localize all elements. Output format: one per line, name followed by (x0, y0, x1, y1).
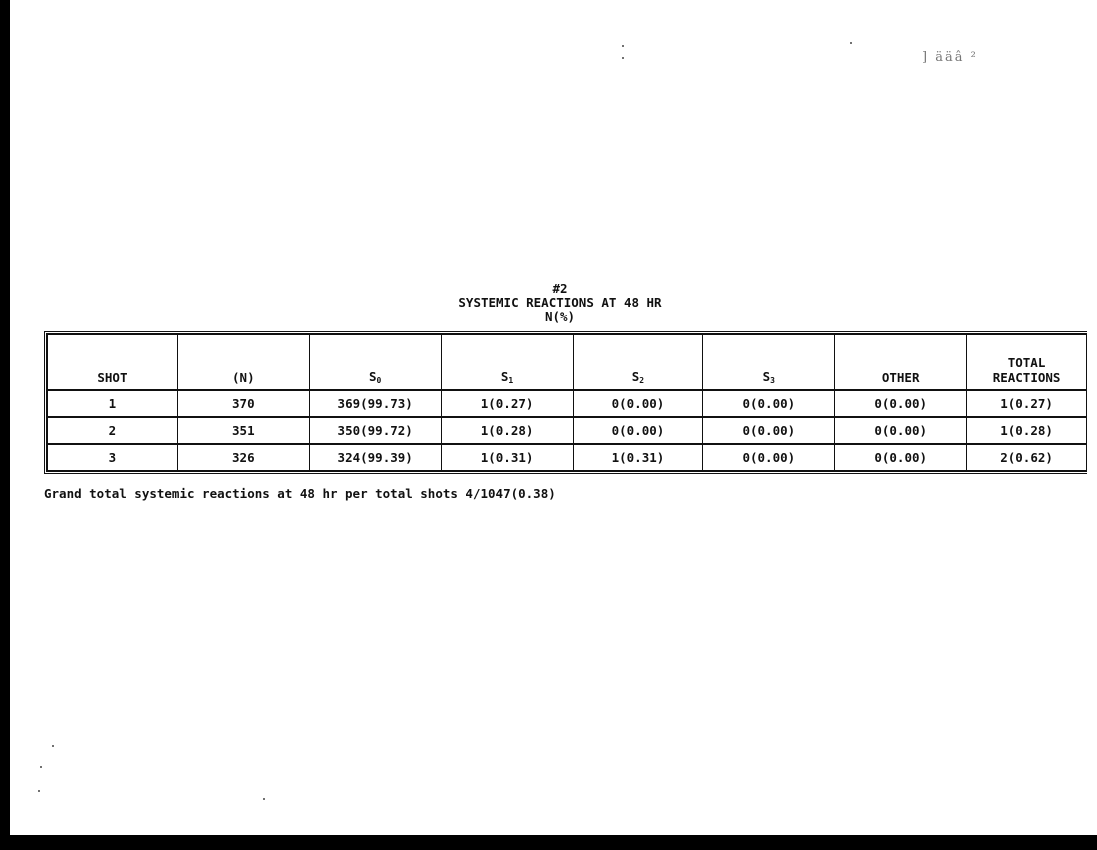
table-number: #2 (552, 281, 568, 296)
cell-s1: 1(0.31) (441, 444, 573, 471)
cell-other: 0(0.00) (835, 417, 967, 444)
handwritten-corner-note: ] ääâ ² (922, 50, 978, 65)
cell-n: 351 (177, 417, 309, 444)
scan-border-left (0, 0, 10, 850)
cell-s1: 1(0.27) (441, 390, 573, 417)
cell-s0: 350(99.72) (309, 417, 441, 444)
header-s3: $S_3$ (703, 335, 835, 391)
scan-speck (622, 45, 624, 47)
header-total-reactions: TOTAL REACTIONS (967, 335, 1087, 391)
header-s1: $S_1$ (441, 335, 573, 391)
cell-shot: 1 (48, 390, 178, 417)
scan-speck (850, 42, 852, 44)
cell-s3: 0(0.00) (703, 417, 835, 444)
table-title-block (380, 282, 740, 324)
cell-other: 0(0.00) (835, 444, 967, 471)
table-row (48, 444, 1087, 471)
cell-s3: 0(0.00) (703, 444, 835, 471)
cell-n: 326 (177, 444, 309, 471)
cell-n: 370 (177, 390, 309, 417)
grand-total-note: Grand total systemic reactions at 48 hr per total shots 4/1047(0.38) (44, 486, 556, 501)
cell-s1: 1(0.28) (441, 417, 573, 444)
cell-s0: 324(99.39) (309, 444, 441, 471)
scan-border-bottom (0, 835, 1097, 850)
cell-s2: 0(0.00) (573, 417, 703, 444)
cell-s2: 1(0.31) (573, 444, 703, 471)
table-row (48, 390, 1087, 417)
header-other: OTHER (835, 335, 967, 391)
cell-total: 2(0.62) (967, 444, 1087, 471)
table-header-row (48, 335, 1087, 391)
cell-s3: 0(0.00) (703, 390, 835, 417)
scan-speck (40, 766, 42, 768)
cell-s2: 0(0.00) (573, 390, 703, 417)
header-shot: SHOT (48, 335, 178, 391)
header-s2: $S_2$ (573, 335, 703, 391)
table-units: N(%) (544, 309, 576, 324)
cell-s0: 369(99.73) (309, 390, 441, 417)
cell-total: 1(0.27) (967, 390, 1087, 417)
header-n: (N) (177, 335, 309, 391)
scan-speck (263, 798, 265, 800)
scan-speck (622, 57, 624, 59)
scan-speck (52, 745, 54, 747)
table-row (48, 417, 1087, 444)
cell-other: 0(0.00) (835, 390, 967, 417)
cell-total: 1(0.28) (967, 417, 1087, 444)
table-title: SYSTEMIC REACTIONS AT 48 HR (458, 295, 662, 310)
header-s0: $S_0$ (309, 335, 441, 391)
scan-speck (38, 790, 40, 792)
systemic-reactions-table (44, 331, 1087, 474)
cell-shot: 2 (48, 417, 178, 444)
cell-shot: 3 (48, 444, 178, 471)
